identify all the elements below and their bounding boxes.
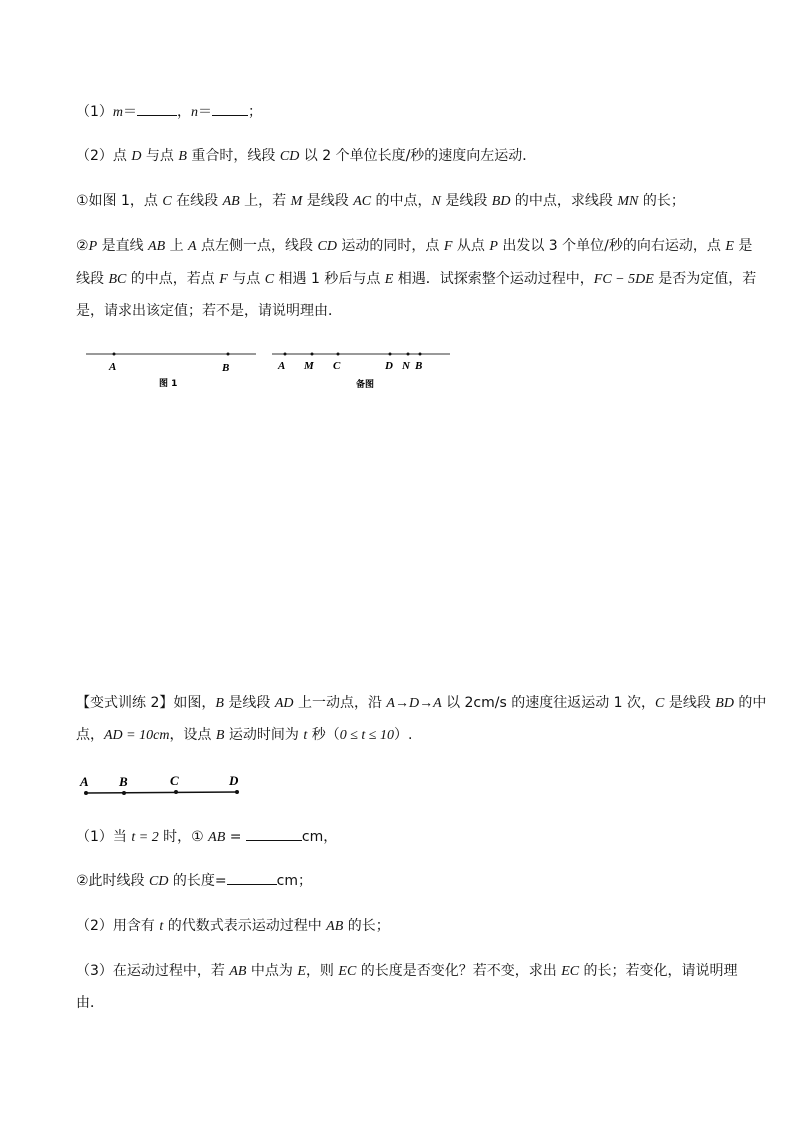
text: 出发以 3 个单位/秒的向右运动，点 (497, 238, 726, 254)
text: ②此时线段 (76, 873, 150, 889)
line-ab: AB (148, 239, 166, 254)
figure-segment-ad (78, 770, 248, 802)
answer-blank-n[interactable] (212, 103, 248, 116)
part2-question-1b-line (76, 872, 312, 891)
sub-question-1-line (76, 192, 685, 211)
answer-blank-cd[interactable] (227, 872, 277, 885)
text: 上，若 (239, 193, 291, 209)
figure-backup (270, 345, 455, 395)
label-c: C (170, 773, 179, 788)
equals-sign: ＝ (198, 104, 213, 120)
part2-question-1-line (76, 828, 337, 847)
label-n: N (402, 360, 410, 372)
text: 上一动点，沿 (293, 695, 387, 711)
text: 是，请求出该定值；若不是，请说明理由． (76, 303, 342, 319)
text: ，设点 (169, 727, 216, 743)
sub-question-2-line-3 (76, 302, 342, 320)
point-c-dot (174, 790, 178, 794)
punctuation: ； (248, 104, 263, 120)
text: 线段 (76, 271, 109, 287)
text: 的长； (638, 193, 685, 209)
point-c: C (264, 272, 275, 287)
variable-n: n (191, 105, 199, 120)
unit: cm， (301, 829, 338, 845)
figure-1 (84, 345, 264, 395)
text: 是线段 (440, 193, 492, 209)
text: 是线段 (223, 695, 275, 711)
segment-ab: AB (208, 830, 226, 845)
point-b-dot (122, 791, 126, 795)
text: （1）当 (76, 829, 132, 845)
text: 的中点，若点 (126, 271, 220, 287)
label-m: M (304, 360, 314, 372)
text: 的中 (733, 695, 767, 711)
sub-question-2-line-2 (76, 270, 756, 289)
point-m: M (290, 194, 303, 209)
text: 如图， (173, 695, 216, 711)
figure-caption: 备图 (356, 380, 375, 390)
training-intro-line-1 (76, 694, 766, 713)
point-b: B (215, 728, 225, 743)
text: 的中点，求线段 (510, 193, 618, 209)
part2-question-3-line-2 (76, 994, 104, 1012)
point-a-dot (84, 791, 88, 795)
part2-question-3-line-1 (76, 962, 738, 981)
point-e: E (725, 239, 734, 254)
segment-ad (86, 792, 238, 793)
point-d: D (131, 149, 142, 164)
label-a: A (109, 361, 117, 373)
segment-bd: BD (491, 194, 511, 209)
variable-t: t (159, 919, 164, 934)
text: 运动的同时，点 (336, 238, 444, 254)
label-d: D (385, 360, 393, 372)
point-a: A (188, 239, 197, 254)
range-expression: 0 ≤ t ≤ 10 (339, 728, 394, 743)
segment-cd: CD (149, 874, 169, 889)
section-tag: 【变式训练 2】 (76, 695, 174, 711)
text: 的长；若变化，请说明理 (579, 963, 738, 979)
text: （2）点 (76, 148, 132, 164)
equals-sign: = (225, 829, 246, 845)
label-a: A (80, 774, 89, 789)
point-b-dot (227, 353, 230, 356)
segment-mn: MN (617, 194, 639, 209)
point-f: F (443, 239, 453, 254)
text: 的代数式表示运动过程中 (163, 918, 327, 934)
text: 运动时间为 (224, 727, 304, 743)
text: 以 2cm/s 的速度往返运动 1 次， (441, 695, 656, 711)
text: （2）用含有 (76, 918, 160, 934)
text: 重合时，线段 (186, 148, 280, 164)
segment-bd: BD (715, 696, 734, 711)
text: 是线段 (302, 193, 354, 209)
point-c: C (162, 194, 172, 209)
text: 在线段 (171, 193, 223, 209)
point-p: P (88, 239, 98, 254)
point-m-dot (311, 353, 314, 356)
text: 上 (165, 238, 189, 254)
answer-blank-m[interactable] (137, 103, 177, 116)
text: 以 2 个单位长度/秒的速度向左运动． (299, 148, 537, 164)
equation-ad: AD = 10cm (104, 728, 170, 743)
text: 中点为 (246, 963, 298, 979)
path-expression: A→D→A (386, 696, 442, 711)
text: 是否为定值，若 (653, 271, 757, 287)
point-n-dot (407, 353, 410, 356)
variable-m: m (112, 105, 124, 120)
part2-question-2-line (76, 917, 390, 936)
text: 点左侧一点，线段 (196, 238, 318, 254)
text: ② (76, 238, 89, 254)
text: （3）在运动过程中，若 (76, 963, 230, 979)
text: ）. (393, 727, 413, 743)
text: ，则 (305, 963, 339, 979)
expression: FC − 5DE (593, 272, 654, 287)
segment-ab: AB (222, 194, 240, 209)
text: 秒（ (307, 727, 340, 743)
unit: cm； (276, 873, 312, 889)
variable-t: t (303, 728, 308, 743)
condition: t = 2 (131, 830, 159, 845)
text: 的长度是否变化？若不变，求出 (356, 963, 562, 979)
training-intro-line-2 (76, 726, 412, 745)
point-c: C (655, 696, 665, 711)
label-b: B (222, 362, 230, 374)
label-b: B (415, 360, 423, 372)
text: 是直线 (97, 238, 149, 254)
point-a-dot (113, 353, 116, 356)
label-b: B (119, 774, 128, 789)
segment-ab: AB (229, 964, 247, 979)
point-d-dot (389, 353, 392, 356)
text: 的长度= (168, 873, 227, 889)
label-c: C (333, 360, 341, 372)
segment-ec: EC (561, 964, 580, 979)
text: 点， (76, 727, 104, 743)
point-a-dot (284, 353, 287, 356)
segment-ab: AB (326, 919, 344, 934)
segment-ec: EC (338, 964, 357, 979)
text: 时，① (158, 829, 209, 845)
text: 与点 (227, 271, 265, 287)
separator: ， (177, 104, 192, 120)
point-b-dot (419, 353, 422, 356)
point-d-dot (235, 790, 239, 794)
point-e: E (297, 964, 306, 979)
label-a: A (278, 360, 286, 372)
segment-cd: CD (279, 149, 300, 164)
point-e: E (384, 272, 394, 287)
text: 与点 (141, 148, 179, 164)
sub-question-2-line-1 (76, 237, 752, 256)
segment-bc: BC (108, 272, 127, 287)
question-1-line (76, 103, 262, 122)
equals-sign: ＝ (123, 104, 138, 120)
segment-ac: AC (353, 194, 372, 209)
point-b: B (215, 696, 224, 711)
segment-cd: CD (317, 239, 337, 254)
answer-blank-ab[interactable] (246, 828, 302, 841)
text: 的中点， (371, 193, 432, 209)
label-d: D (229, 773, 239, 788)
text: 由． (76, 995, 104, 1011)
text: 是线段 (664, 695, 716, 711)
text: 相遇 1 秒后与点 (274, 271, 385, 287)
figure-caption: 图 1 (159, 379, 178, 389)
question-2-line (76, 147, 536, 166)
point-n: N (431, 194, 441, 209)
text: 相遇．试探索整个运动过程中， (393, 271, 594, 287)
segment-ad: AD (274, 696, 294, 711)
point-f: F (219, 272, 228, 287)
text: 的长； (343, 918, 390, 934)
point-p: P (489, 239, 498, 254)
text: 从点 (452, 238, 490, 254)
point-b: B (178, 149, 187, 164)
question-number: （1） (76, 104, 113, 120)
text: ①如图 1，点 (76, 193, 163, 209)
point-c-dot (337, 353, 340, 356)
text: 是 (733, 238, 753, 254)
